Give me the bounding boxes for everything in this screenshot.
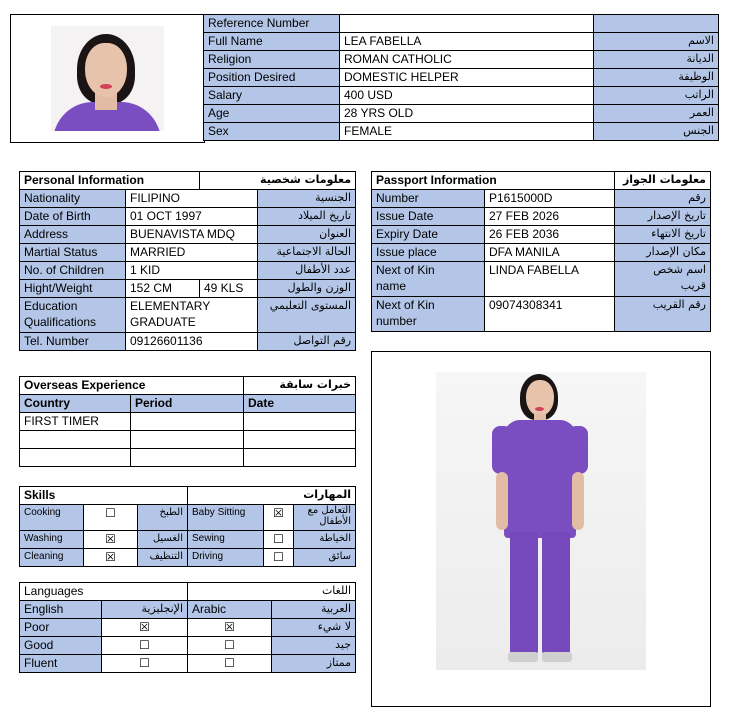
weight-value: 49 KLS [200, 280, 258, 298]
header-info-table [203, 14, 719, 141]
arabic-fluent-checkbox[interactable]: ☐ [188, 655, 272, 673]
skill-baby-sitting-checkbox[interactable]: ☒ [264, 505, 294, 531]
level-poor-ar: لا شيء [272, 619, 356, 637]
dob-ar: تاريخ الميلاد [258, 208, 356, 226]
education-label [20, 298, 126, 333]
education-value [126, 298, 258, 333]
age-value: 28 YRS OLD [340, 105, 594, 123]
table-row [20, 619, 356, 637]
nationality-value: FILIPINO [126, 190, 258, 208]
skill-baby-sitting-ar-line-1: التعامل مع [307, 505, 352, 516]
kin-number-label-line-2: number [376, 314, 417, 328]
skill-driving-ar: سائق [294, 549, 356, 567]
reference-number-value [340, 15, 594, 33]
marital-status-ar: الحالة الاجتماعية [258, 244, 356, 262]
arabic-good-checkbox[interactable]: ☐ [188, 637, 272, 655]
personal-info-title: Personal Information [20, 172, 200, 190]
education-ar: المستوى التعليمي [258, 298, 356, 333]
full-body-photo [436, 372, 646, 670]
education-value-line-2: GRADUATE [130, 315, 196, 329]
nationality-ar: الجنسية [258, 190, 356, 208]
english-good-checkbox[interactable]: ☐ [102, 637, 188, 655]
salary-label: Salary [204, 87, 340, 105]
table-row [20, 226, 356, 244]
skill-cooking-label: Cooking [20, 505, 84, 531]
issue-place-value: DFA MANILA [485, 244, 615, 262]
kin-name-ar [615, 262, 711, 297]
arabic-ar: العربية [272, 601, 356, 619]
table-row [20, 413, 356, 431]
sex-ar: الجنس [594, 123, 719, 141]
tel-value: 09126601136 [126, 333, 258, 351]
overseas-cell [244, 431, 356, 449]
position-label: Position Desired [204, 69, 340, 87]
kin-name-label-line-1: Next of Kin [376, 263, 435, 277]
height-weight-ar: الوزن والطول [258, 280, 356, 298]
overseas-cell [131, 431, 244, 449]
height-value: 152 CM [126, 280, 200, 298]
issue-date-value: 27 FEB 2026 [485, 208, 615, 226]
sex-value: FEMALE [340, 123, 594, 141]
children-value: 1 KID [126, 262, 258, 280]
table-row [20, 190, 356, 208]
issue-place-label: Issue place [372, 244, 485, 262]
country-header: Country [20, 395, 131, 413]
position-ar: الوظيفة [594, 69, 719, 87]
level-fluent-label: Fluent [20, 655, 102, 673]
issue-date-label: Issue Date [372, 208, 485, 226]
level-good-ar: جيد [272, 637, 356, 655]
issue-place-ar: مكان الإصدار [615, 244, 711, 262]
table-row [20, 655, 356, 673]
english-poor-checkbox[interactable]: ☒ [102, 619, 188, 637]
marital-status-value: MARRIED [126, 244, 258, 262]
skill-cooking-ar: الطبخ [138, 505, 188, 531]
overseas-cell [20, 449, 131, 467]
table-row [20, 298, 356, 333]
skill-sewing-label: Sewing [188, 531, 264, 549]
personal-info-title-ar: معلومات شخصية [200, 172, 356, 190]
arabic-label: Arabic [188, 601, 272, 619]
overseas-cell [131, 413, 244, 431]
position-value: DOMESTIC HELPER [340, 69, 594, 87]
skill-cleaning-ar: التنظيف [138, 549, 188, 567]
table-row [20, 637, 356, 655]
table-row [20, 583, 356, 601]
skill-baby-sitting-ar-line-2: الأطفال [319, 516, 352, 527]
children-label: No. of Children [20, 262, 126, 280]
skill-baby-sitting-label: Baby Sitting [188, 505, 264, 531]
tel-label: Tel. Number [20, 333, 126, 351]
skills-table [19, 486, 356, 567]
table-row [204, 123, 719, 141]
table-row [372, 172, 711, 190]
table-row [204, 33, 719, 51]
sex-label: Sex [204, 123, 340, 141]
overseas-cell [244, 413, 356, 431]
table-row [20, 395, 356, 413]
skill-driving-label: Driving [188, 549, 264, 567]
salary-value: 400 USD [340, 87, 594, 105]
table-row [372, 208, 711, 226]
tel-ar: رقم التواصل [258, 333, 356, 351]
religion-label: Religion [204, 51, 340, 69]
overseas-cell [20, 431, 131, 449]
salary-ar: الراتب [594, 87, 719, 105]
dob-value: 01 OCT 1997 [126, 208, 258, 226]
table-row [20, 549, 356, 567]
kin-name-label [372, 262, 485, 297]
kin-name-ar-line-1: اسم شخص [653, 263, 706, 276]
skill-cleaning-label: Cleaning [20, 549, 84, 567]
table-row [20, 487, 356, 505]
full-name-value: LEA FABELLA [340, 33, 594, 51]
passport-info-table [371, 171, 711, 332]
table-row [372, 226, 711, 244]
kin-number-label [372, 297, 485, 332]
personal-info-table [19, 171, 356, 351]
overseas-title-ar: خبرات سابقة [244, 377, 356, 395]
marital-status-label: Martial Status [20, 244, 126, 262]
skill-sewing-checkbox[interactable]: ☐ [264, 531, 294, 549]
table-row [20, 431, 356, 449]
skill-sewing-ar: الخياطة [294, 531, 356, 549]
table-row [204, 87, 719, 105]
passport-number-ar: رقم [615, 190, 711, 208]
skill-washing-checkbox[interactable]: ☒ [84, 531, 138, 549]
dob-label: Date of Birth [20, 208, 126, 226]
skill-washing-ar: الغسيل [138, 531, 188, 549]
skill-cleaning-checkbox[interactable]: ☒ [84, 549, 138, 567]
kin-number-label-line-1: Next of Kin [376, 298, 435, 312]
age-ar: العمر [594, 105, 719, 123]
expiry-date-label: Expiry Date [372, 226, 485, 244]
skill-washing-label: Washing [20, 531, 84, 549]
table-row [204, 69, 719, 87]
table-row [204, 15, 719, 33]
table-row [20, 208, 356, 226]
level-poor-label: Poor [20, 619, 102, 637]
kin-name-value: LINDA FABELLA [485, 262, 615, 297]
arabic-poor-checkbox[interactable]: ☒ [188, 619, 272, 637]
address-ar: العنوان [258, 226, 356, 244]
table-row [372, 297, 711, 332]
overseas-cell: FIRST TIMER [20, 413, 131, 431]
education-label-line-1: Education [24, 299, 78, 313]
education-value-line-1: ELEMENTARY [130, 299, 211, 313]
full-name-label: Full Name [204, 33, 340, 51]
kin-number-value: 09074308341 [485, 297, 615, 332]
languages-title-ar: اللغات [188, 583, 356, 601]
date-header: Date [244, 395, 356, 413]
table-row [20, 333, 356, 351]
issue-date-ar: تاريخ الإصدار [615, 208, 711, 226]
overseas-title: Overseas Experience [20, 377, 244, 395]
table-row [20, 505, 356, 531]
passport-info-title: Passport Information [372, 172, 615, 190]
english-fluent-checkbox[interactable]: ☐ [102, 655, 188, 673]
table-row [20, 531, 356, 549]
reference-number-label: Reference Number [204, 15, 340, 33]
skill-baby-sitting-ar [294, 505, 356, 531]
level-good-label: Good [20, 637, 102, 655]
table-row [204, 105, 719, 123]
table-row [20, 449, 356, 467]
period-header: Period [131, 395, 244, 413]
children-ar: عدد الأطفال [258, 262, 356, 280]
english-label: English [20, 601, 102, 619]
languages-table [19, 582, 356, 673]
table-row [20, 280, 356, 298]
table-row [372, 262, 711, 297]
portrait-photo [51, 26, 164, 131]
languages-title: Languages [20, 583, 188, 601]
address-value: BUENAVISTA MDQ [126, 226, 258, 244]
religion-value: ROMAN CATHOLIC [340, 51, 594, 69]
table-row [20, 262, 356, 280]
skills-title: Skills [20, 487, 188, 505]
height-weight-label: Hight/Weight [20, 280, 126, 298]
kin-number-ar: رقم القريب [615, 297, 711, 332]
education-label-line-2: Qualifications [24, 315, 97, 329]
expiry-date-ar: تاريخ الانتهاء [615, 226, 711, 244]
passport-info-title-ar: معلومات الجواز [615, 172, 711, 190]
age-label: Age [204, 105, 340, 123]
full-name-ar: الاسم [594, 33, 719, 51]
table-row [20, 601, 356, 619]
skill-cooking-checkbox[interactable]: ☐ [84, 505, 138, 531]
passport-number-label: Number [372, 190, 485, 208]
address-label: Address [20, 226, 126, 244]
english-ar: الإنجليزية [102, 601, 188, 619]
overseas-cell [244, 449, 356, 467]
table-row [372, 244, 711, 262]
reference-number-ar [594, 15, 719, 33]
table-row [20, 172, 356, 190]
skills-title-ar: المهارات [188, 487, 356, 505]
overseas-cell [131, 449, 244, 467]
nationality-label: Nationality [20, 190, 126, 208]
expiry-date-value: 26 FEB 2036 [485, 226, 615, 244]
table-row [20, 244, 356, 262]
table-row [20, 377, 356, 395]
skill-driving-checkbox[interactable]: ☐ [264, 549, 294, 567]
kin-name-label-line-2: name [376, 279, 407, 293]
passport-number-value: P1615000D [485, 190, 615, 208]
kin-name-ar-line-2: قريب [680, 279, 706, 292]
table-row [204, 51, 719, 69]
level-fluent-ar: ممتاز [272, 655, 356, 673]
overseas-experience-table [19, 376, 356, 467]
table-row [372, 190, 711, 208]
religion-ar: الديانة [594, 51, 719, 69]
